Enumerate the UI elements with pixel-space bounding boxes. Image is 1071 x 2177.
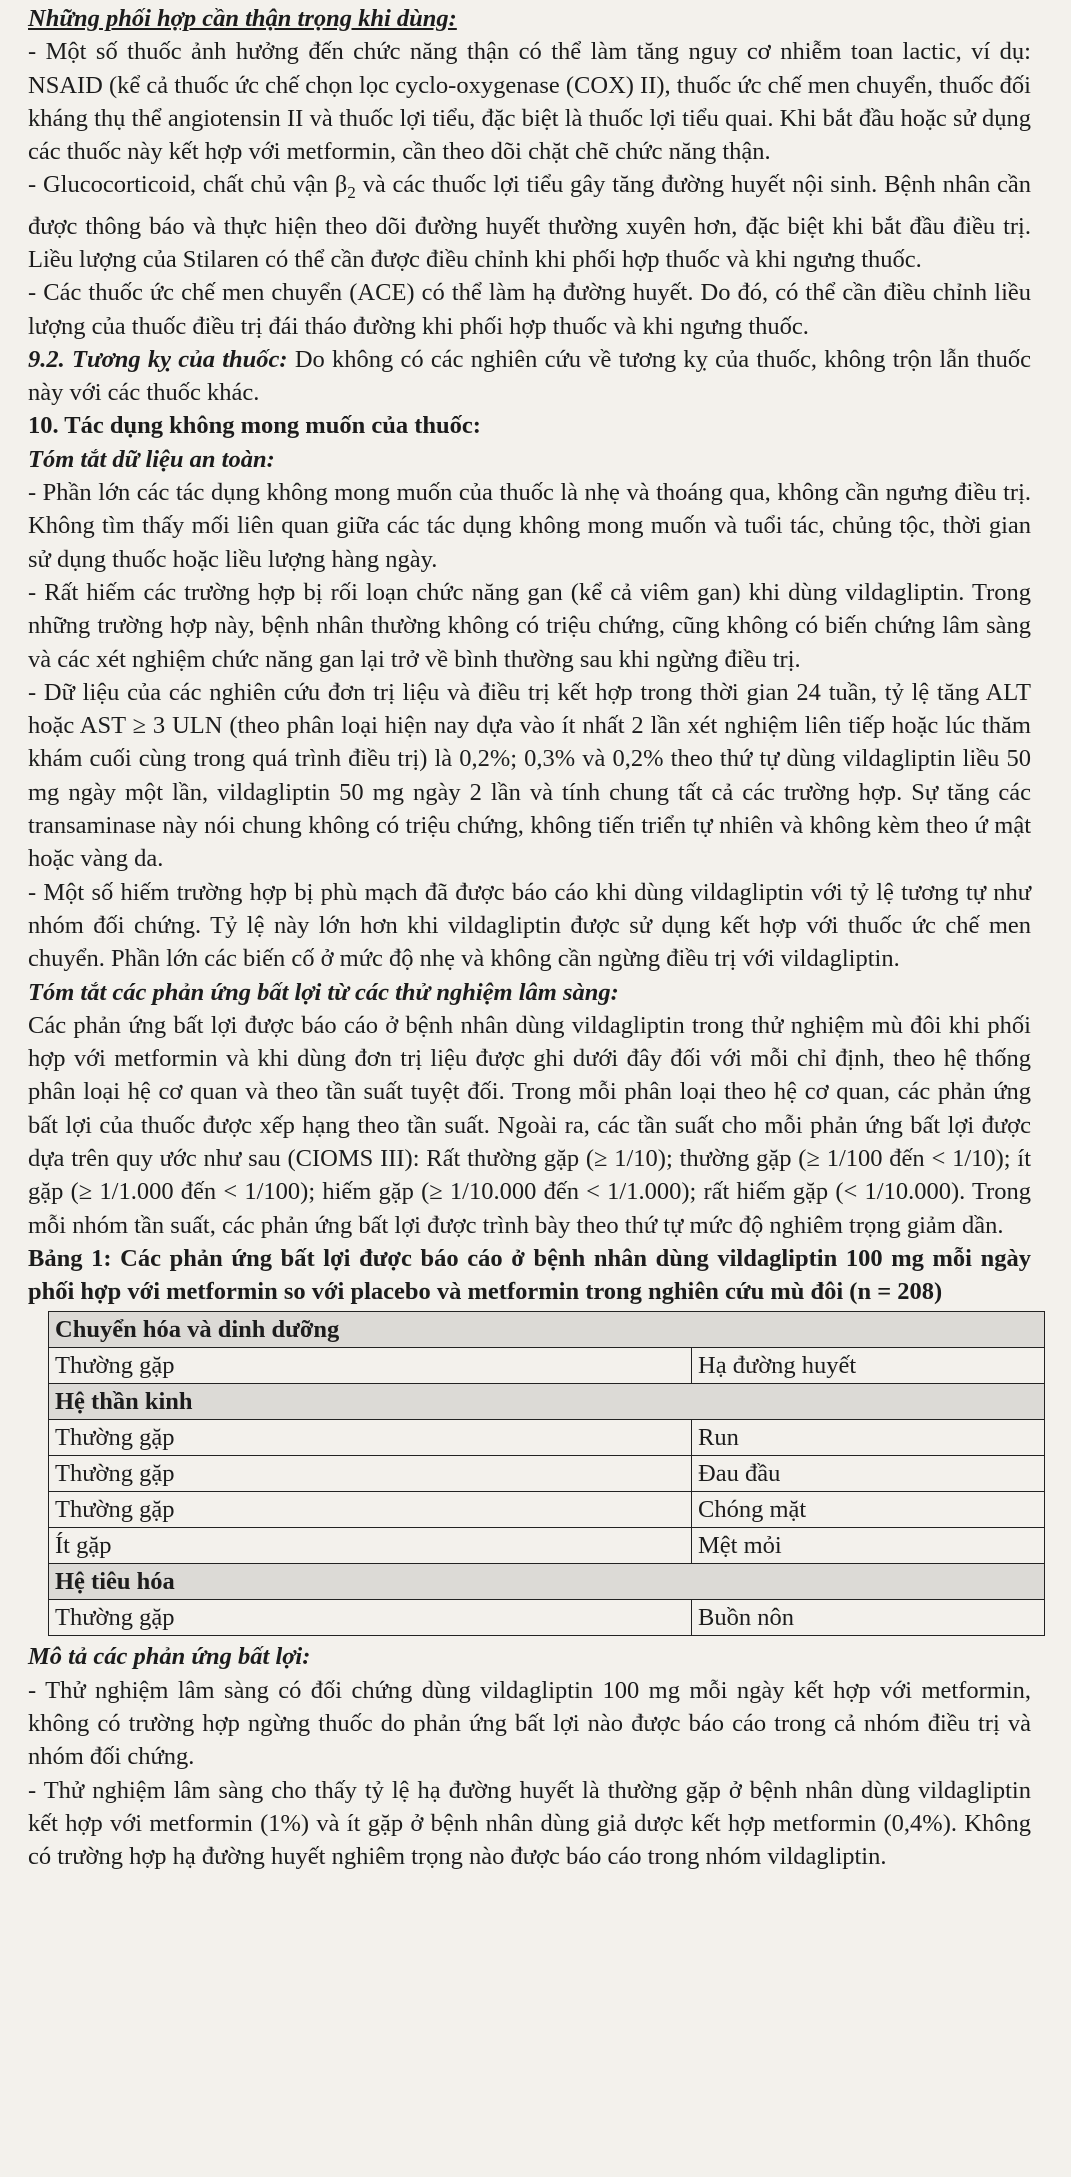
- frequency-cell: Thường gặp: [49, 1456, 692, 1492]
- frequency-cell: Thường gặp: [49, 1420, 692, 1456]
- reaction-cell: Đau đầu: [692, 1456, 1045, 1492]
- reaction-cell: Hạ đường huyết: [692, 1348, 1045, 1384]
- group-title-nervous-system: Hệ thần kinh: [49, 1384, 1045, 1420]
- incompatibility-paragraph: [28, 343, 1031, 410]
- trials-summary-heading: Tóm tắt các phản ứng bất lợi từ các thử nghiệm lâm sàng:: [28, 978, 619, 1006]
- description-heading: Mô tả các phản ứng bất lợi:: [28, 1643, 311, 1671]
- beta-subscript: 2: [347, 183, 356, 203]
- table-row: [49, 1528, 1045, 1564]
- interactions-paragraph-glucocorticoid: [28, 168, 1031, 276]
- frequency-cell: Thường gặp: [49, 1348, 692, 1384]
- glucocorticoid-text-start: - Glucocorticoid, chất chủ vận β: [28, 171, 348, 199]
- group-title-digestive-system: Hệ tiêu hóa: [49, 1564, 1045, 1600]
- reaction-cell: Mệt mỏi: [692, 1528, 1045, 1564]
- glucocorticoid-text-end: và các thuốc lợi tiểu gây tăng đường huyết nội sinh. Bệnh nhân cần được thông báo và thực hiện theo dõi đường huyết thường xuyên hơn, đặc biệt khi bắt đầu điều trị. Liều lượng của Stilaren có thể cần được điều chỉnh khi phối hợp thuốc và khi ngưng thuốc.: [28, 171, 1031, 273]
- safety-paragraph-2: - Rất hiếm các trường hợp bị rối loạn chức năng gan (kể cả viêm gan) khi dùng vildagliptin. Trong những trường hợp này, bệnh nhân thường không có triệu chứng, cũng không có biến chứng lâm sàng và các xét nghiệm chức năng gan lại trở về bình thường sau khi ngừng điều trị.: [28, 578, 1031, 673]
- description-paragraph-1: - Thử nghiệm lâm sàng có đối chứng dùng vildagliptin 100 mg mỗi ngày kết hợp với metformin, không có trường hợp ngừng thuốc do phản ứng bất lợi nào được báo cáo trong cả nhóm điều trị và nhóm đối chứng.: [28, 1676, 1031, 1771]
- trials-summary-paragraph: Các phản ứng bất lợi được báo cáo ở bệnh nhân dùng vildagliptin trong thử nghiệm mù đôi khi phối hợp với metformin và khi dùng đơn trị liệu được ghi dưới đây đối với mỗi chỉ định, theo hệ thống phân loại hệ cơ quan và theo tần suất tuyệt đối. Trong mỗi phân loại theo hệ cơ quan, các phản ứng bất lợi của thuốc được xếp hạng theo tần suất. Ngoài ra, các tần suất cho mỗi phản ứng bất lợi được dựa trên quy ước như sau (CIOMS III): Rất thường gặp (≥ 1/10); thường gặp (≥ 1/100 đến < 1/10); ít gặp (≥ 1/1.000 đến < 1/100); hiếm gặp (≥ 1/10.000 đến < 1/1.000); rất hiếm gặp (< 1/10.000). Trong mỗi nhóm tần suất, các phản ứng bất lợi được trình bày theo thứ tự mức độ nghiêm trọng giảm dần.: [28, 1011, 1031, 1239]
- safety-paragraph-3: - Dữ liệu của các nghiên cứu đơn trị liệu và điều trị kết hợp trong thời gian 24 tuần, tỷ lệ tăng ALT hoặc AST ≥ 3 ULN (theo phân loại hiện nay dựa vào ít nhất 2 lần xét nghiệm liên tiếp hoặc lúc thăm khám cuối cùng trong quá trình điều trị) là 0,2%; 0,3% và 0,2% theo thứ tự dùng vildagliptin liều 50 mg ngày một lần, vildagliptin 50 mg ngày 2 lần và tính chung tất cả các trường hợp. Sự tăng các transaminase này nói chung không có triệu chứng, không tiến triển tự nhiên và không kèm theo ứ mật hoặc vàng da.: [28, 678, 1031, 873]
- frequency-cell: Ít gặp: [49, 1528, 692, 1564]
- table-row: [49, 1420, 1045, 1456]
- incompatibility-heading: 9.2. Tương kỵ của thuốc:: [28, 345, 288, 373]
- table-group-row: [49, 1384, 1045, 1420]
- adverse-reactions-table: [48, 1311, 1045, 1636]
- safety-summary-heading: Tóm tắt dữ liệu an toàn:: [28, 445, 275, 473]
- safety-paragraph-4: - Một số hiếm trường hợp bị phù mạch đã được báo cáo khi dùng vildagliptin với tỷ lệ tương tự như nhóm đối chứng. Tỷ lệ này lớn hơn khi vildagliptin được sử dụng kết hợp với thuốc ức chế men chuyển. Phần lớn các biến cố ở mức độ nhẹ và không cần ngừng điều trị với vildagliptin.: [28, 878, 1031, 973]
- reaction-cell: Run: [692, 1420, 1045, 1456]
- table-row: [49, 1456, 1045, 1492]
- table-row: [49, 1348, 1045, 1384]
- table-group-row: [49, 1564, 1045, 1600]
- frequency-cell: Thường gặp: [49, 1600, 692, 1636]
- table-group-row: [49, 1312, 1045, 1348]
- reaction-cell: Buồn nôn: [692, 1600, 1045, 1636]
- table-row: [49, 1492, 1045, 1528]
- group-title-metabolism: Chuyển hóa và dinh dưỡng: [49, 1312, 1045, 1348]
- frequency-cell: Thường gặp: [49, 1492, 692, 1528]
- description-paragraph-2: - Thử nghiệm lâm sàng cho thấy tỷ lệ hạ đường huyết là thường gặp ở bệnh nhân dùng vildagliptin kết hợp với metformin (1%) và ít gặp ở bệnh nhân dùng giả dược kết hợp metformin (0,4%). Không có trường hợp hạ đường huyết nghiêm trọng nào được báo cáo trong nhóm vildagliptin.: [28, 1776, 1031, 1871]
- interactions-heading: Những phối hợp cần thận trọng khi dùng:: [28, 5, 457, 32]
- interactions-paragraph-ace: - Các thuốc ức chế men chuyển (ACE) có thể làm hạ đường huyết. Do đó, có thể cần điều chỉnh liều lượng của thuốc điều trị đái tháo đường khi phối hợp thuốc và khi ngưng thuốc.: [28, 279, 1031, 340]
- table-caption: Bảng 1: Các phản ứng bất lợi được báo cáo ở bệnh nhân dùng vildagliptin 100 mg mỗi ngày phối hợp với metformin so với placebo và metformin trong nghiên cứu mù đôi (n = 208): [28, 1244, 1031, 1306]
- reaction-cell: Chóng mặt: [692, 1492, 1045, 1528]
- safety-paragraph-1: - Phần lớn các tác dụng không mong muốn của thuốc là nhẹ và thoáng qua, không cần ngưng điều trị. Không tìm thấy mối liên quan giữa các tác dụng không mong muốn và tuổi tác, chủng tộc, thời gian sử dụng thuốc hoặc liều lượng hàng ngày.: [28, 479, 1031, 573]
- interactions-paragraph-renal: - Một số thuốc ảnh hưởng đến chức năng thận có thể làm tăng nguy cơ nhiễm toan lactic, ví dụ: NSAID (kể cả thuốc ức chế chọn lọc cyclo-oxygenase (COX) II), thuốc ức chế men chuyển, thuốc đối kháng thụ thể angiotensin II và thuốc lợi tiểu, đặc biệt là thuốc lợi tiểu quai. Khi bắt đầu hoặc sử dụng các thuốc này kết hợp với metformin, cần theo dõi chặt chẽ chức năng thận.: [28, 38, 1031, 166]
- incompatibility-text: Do không có các nghiên cứu về tương kỵ của thuốc, không trộn lẫn thuốc này với các thuốc khác.: [28, 345, 1031, 407]
- adverse-effects-heading: 10. Tác dụng không mong muốn của thuốc:: [28, 412, 481, 440]
- table-row: [49, 1600, 1045, 1636]
